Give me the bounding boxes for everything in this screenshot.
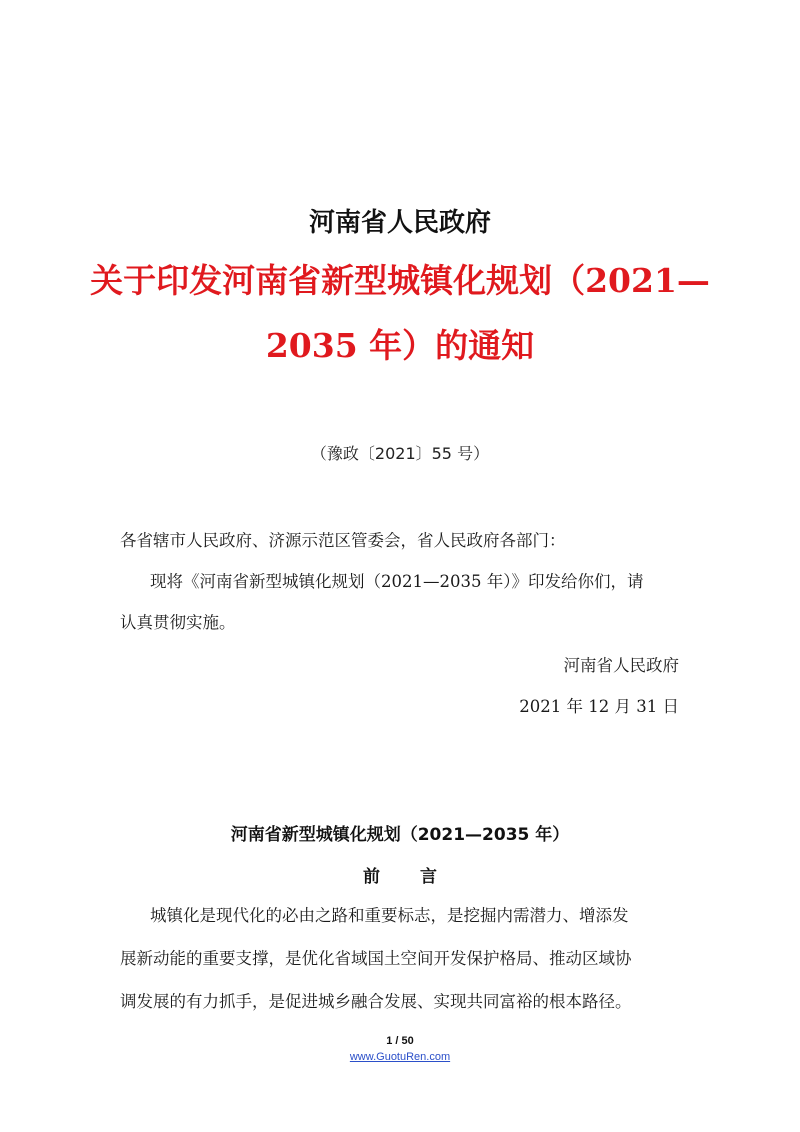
page-number: 1 / 50 [386, 1035, 414, 1047]
preface-heading-right: 言 [420, 867, 437, 887]
notice-paragraph-line-2: 认真贯彻实施。 [120, 613, 236, 632]
preface-heading-left: 前 [363, 867, 380, 887]
addressee-line: 各省辖市人民政府、济源示范区管委会，省人民政府各部门： [120, 531, 566, 550]
preface-paragraph-line-1: 城镇化是现代化的必由之路和重要标志，是挖掘内需潜力、增添发 [150, 906, 629, 925]
preface-heading [0, 862, 800, 887]
plan-title: 河南省新型城镇化规划（2021—2035 年） [230, 825, 570, 845]
issuer-heading: 河南省人民政府 [308, 208, 491, 238]
signature-date: 2021 年 12 月 31 日 [519, 697, 679, 716]
notice-title-line-2: 2035 年）的通知 [265, 326, 535, 365]
preface-paragraph-line-3: 调发展的有力抓手，是促进城乡融合发展、实现共同富裕的根本路径。 [120, 992, 632, 1011]
document-number: （豫政〔2021〕55 号） [310, 444, 490, 463]
website-link[interactable]: www.GuotuRen.com [349, 1051, 451, 1063]
notice-paragraph-line-1: 现将《河南省新型城镇化规划（2021—2035 年）》印发给你们，请 [150, 572, 644, 591]
preface-paragraph-line-2: 展新动能的重要支撑，是优化省域国土空间开发保护格局、推动区域协 [120, 949, 632, 968]
signature-organization: 河南省人民政府 [563, 656, 679, 675]
notice-title-line-1: 关于印发河南省新型城镇化规划（2021— [90, 261, 710, 300]
